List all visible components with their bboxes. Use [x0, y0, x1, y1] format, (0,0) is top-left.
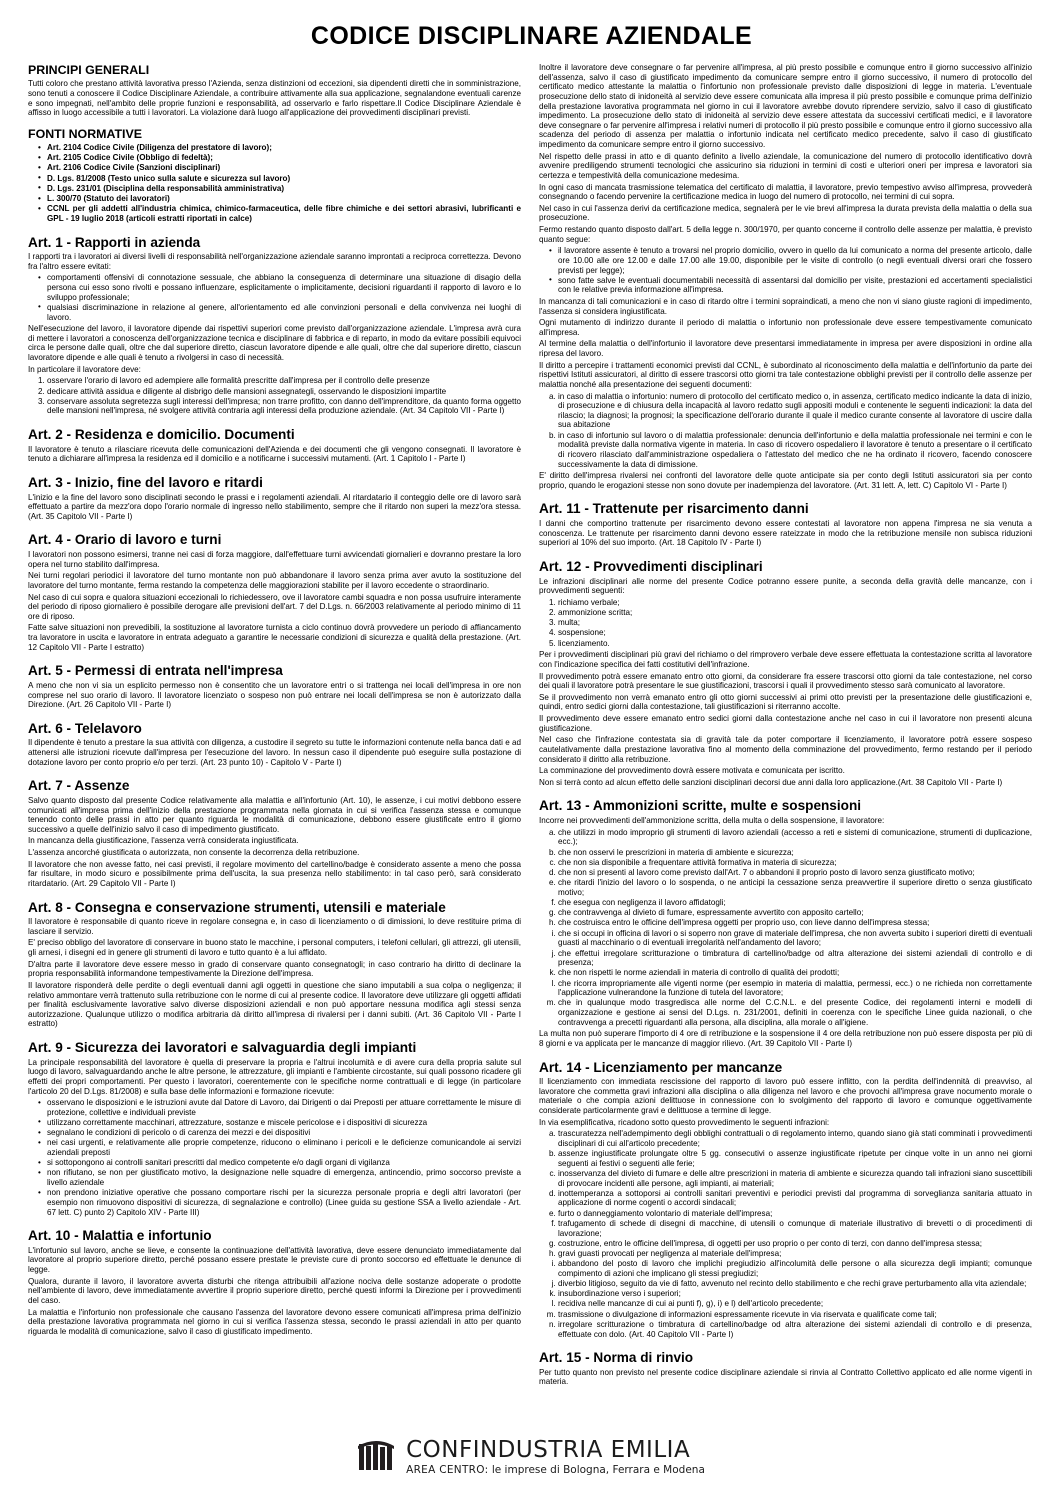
page-title: CODICE DISCIPLINARE AZIENDALE	[310, 22, 753, 50]
list-item: a. in caso di malattia o infortunio: numero di protocollo del certificato medico o, in assenza, certificato medico indicante la data di inizio, di prosecuzione e di chiusura della incapacità al lavoro redatto sugli appositi moduli e contenente le seguenti indicazioni: la data del rilascio; la diagnosi; la prognosi; la specificazione dell'orario durante il quale il medico curante consente al lavoratore di uscire dalla sua abitazione	[558, 392, 1032, 431]
article-10-paragraph-2: Qualora, durante il lavoro, il lavoratore avverta disturbi che ritenga attribuibili all'azione nociva delle sostanze adoperate o prodotte nell'ambiente di lavoro, deve immediatamente avvertire il proprio superiore diretto, perché questi informi la Direzione per i provvedimenti del caso.	[28, 1276, 521, 1305]
malattia-continued-paragraph-1: Inoltre il lavoratore deve consegnare o far pervenire all'impresa, al più presto possibile e comunque entro il giorno successivo all'inizio dell'assenza, salvo il caso di giustificato impedimento da comunicare sempre entro il giorno successivo, il numero di protocollo del certificato medico attestante la malattia o l'infortunio non professionale previsto dalle disposizioni di legge in materia. L'eventuale prosecuzione dello stato di inidoneità al servizio deve essere comunicata alla impresa il più presto possibile e comunque prima dell'inizio della prestazione lavorativa programmata nel giorno in cui il lavoratore avrebbe dovuto riprendere servizio, salvo il caso di giustificato impedimento. La prosecuzione dello stato di inidoneità al servizio deve essere attestata da successivi certificati medici, e il lavoratore deve consegnare o far pervenire all'impresa i relativi numeri di protocollo il più presto possibile e comunque entro il giorno successivo alla scadenza del periodo di assenza per malattia o infortunio indicata nel certificato medico precedente, salvo il caso di giustificato impedimento da comunicare sempre entro il giorno successivo.	[539, 63, 1032, 149]
article-13-paragraph-2: La multa non può superare l'importo di 4 ore di retribuzione e la sospensione il 4 ore della retribuzione non può essere disposta per più di 8 giorni e va applicata per le mancanze di maggior rilievo. (Art. 39 Capitolo VII - Parte I)	[539, 1029, 1032, 1048]
article-15-text: Per tutto quanto non previsto nel presente codice disciplinare aziendale si rinvia al Contratto Collettivo applicato ed alle norme vigenti in materia.	[539, 1367, 1032, 1387]
list-item: e. furto o danneggiamento volontario di materiale dell'impresa;	[558, 1209, 1032, 1219]
article-11-title: Art. 11 - Trattenute per risarcimento danni	[539, 501, 809, 517]
list-item: h. gravi guasti provocati per negligenza al materiale dell'impresa;	[558, 1249, 1032, 1259]
article-2-title: Art. 2 - Residenza e domicilio. Documenti	[28, 427, 295, 442]
article-12-sanctions-list	[539, 598, 1032, 649]
confindustria-area-label: AREA CENTRO:	[406, 1463, 489, 1476]
list-item: c. che non sia disponibile a frequentare attività formativa in materia di sicurezza;	[558, 858, 1032, 868]
article-3-text: L'inizio e la fine del lavoro sono disciplinati secondo le prassi e i regolamenti aziendali. Al ritardatario il conteggio delle ore di lavoro sarà effettuato a partire da mezz'ora dopo l'orario normale di ingresso nello stabilimento, sempre che il ritardo non superi la mezz'ora stessa. (Art. 35 Capitolo VII - Parte I)	[28, 492, 521, 521]
list-item: j. diverbio litigioso, seguito da vie di fatto, avvenuto nel recinto dello stabilimento e che rechi grave perturbamento alla vita aziendale;	[558, 1279, 1032, 1289]
section-fonti-normative-title: FONTI NORMATIVE	[28, 126, 143, 141]
list-item: j. che effettui irregolare scritturazione o timbratura di cartellino/badge od altra alterazione dei sistemi aziendali di controllo e di presenza;	[558, 949, 1032, 968]
article-7-paragraph-3: L'assenza ancorché giustificata o autorizzata, non consente la decorrenza della retribuzione.	[28, 848, 360, 857]
article-14-paragraph-2: In via esemplificativa, ricadono sotto questo provvedimento le seguenti infrazioni:	[539, 1117, 830, 1127]
article-8-title: Art. 8 - Consegna e conservazione strumenti, utensili e materiale	[28, 899, 446, 915]
article-15-title: Art. 15 - Norma di rinvio	[539, 1350, 694, 1366]
article-9-title: Art. 9 - Sicurezza dei lavoratori e salvaguardia degli impianti	[28, 1040, 417, 1055]
list-item: n. irregolare scritturazione o timbratura di cartellino/badge od altra alterazione dei sistemi aziendali di controllo e di presenza, effettuate con dolo. (Art. 40 Capitolo VII - Parte I)	[558, 1320, 1032, 1339]
article-1-paragraph-2: Nell'esecuzione del lavoro, il lavoratore dipende dai rispettivi superiori come previsto dall'organizzazione aziendale. L'impresa avrà cura di mettere i lavoratori a conoscenza dell'organizzazione tecnica e disciplinare di fabbrica e di reparto, in modo da evitare possibili equivoci circa le persone dalle quali, oltre che dal superiore diretto, ciascun lavoratore dipende e alle quali, oltre che dal superiore diretto, ciascun lavoratore dipende e alle quali è tenuto a rivolgersi in caso di necessità.	[28, 324, 521, 363]
list-item: d. inottemperanza a sottoporsi ai controlli sanitari preventivi e periodici previsti dal programma di sorveglianza sanitaria attuato in applicazione di norme cogenti o accordi sindacali;	[558, 1189, 1032, 1208]
list-item: f. trafugamento di schede di disegni di macchine, di utensili o comunque di materiale illustrativo di brevetti o di procedimenti di lavorazione;	[558, 1219, 1032, 1238]
list-item: a. trascuratezza nell'adempimento degli obblighi contrattuali o di regolamento interno, quando siano già stati comminati i provvedimenti disciplinari di cui all'articolo precedente;	[558, 1129, 1032, 1148]
article-7-paragraph-4: Il lavoratore che non avesse fatto, nei casi previsti, il regolare movimento del cartellino/badge è considerato assente a meno che possa far risultare, in modo sicuro e possibilmente prima dell'uscita, la sua presenza nello stabilimento: in tal caso però, sarà considerato ritardatario. (Art. 29 Capitolo VII - Parte I)	[28, 859, 521, 888]
malattia-continued-paragraph-5: Fermo restando quanto disposto dall'art. 5 della legge n. 300/1970, per quanto concerne il controllo delle assenze per malattia, è previsto quanto segue:	[539, 225, 1032, 244]
footer	[0, 1436, 1063, 1476]
article-12-paragraph-7: La comminazione del provvedimento dovrà essere motivata e comunicata per iscritto.	[539, 766, 845, 776]
list-item: 3. conservare assoluta segretezza sugli interessi dell'impresa; non trarre profitto, con danno dell'imprenditore, da quanto forma oggetto delle mansioni nell'impresa, né svolgere attività contraria agli interessi della produzione aziendale. (Art. 34 Capitolo VII - Parte I)	[47, 397, 521, 416]
article-5-title: Art. 5 - Permessi di entrata nell'impresa	[28, 663, 283, 679]
list-item: 2. dedicare attività assidua e diligente al disbrigo delle mansioni assegnategli, osservando le disposizioni impartite	[47, 387, 521, 397]
list-item: • segnalano le condizioni di pericolo o di carenza dei mezzi e dei dispositivi	[38, 1128, 521, 1138]
article-4-title: Art. 4 - Orario di lavoro e turni	[28, 532, 222, 548]
list-item: • non prendono iniziative operative che possano comportare rischi per la sicurezza personale propria e degli altri lavoratori (per esempio non rimuovono dispositivi di sicurezza, di segnalazione e controllo) (Linee guida su gestione SSA a livello aziendale - Art. 67 lett. C) punto 2) Capitolo XIV - Parte III)	[38, 1188, 521, 1217]
right-column	[539, 63, 1032, 1389]
confindustria-logo-text	[406, 1436, 705, 1476]
malattia-continued-paragraph-10: E' diritto dell'impresa rivalersi nei confronti del lavoratore delle quote anticipate sia per conto degli Istituti assicuratori sia per conto proprio, quando le erogazioni stesse non sono dovute per inadempienza del lavoratore. (Art. 31 lett. A, lett. C) Capitolo VI - Parte I)	[539, 471, 1032, 490]
article-12-paragraph-6: Nel caso che l'infrazione contestata sia di gravità tale da poter comportare il licenziamento, il lavoratore potrà essere sospeso cautelativamente dalla prestazione lavorativa fino al momento della comminazione del provvedimento, fermo restando per il periodo considerato il diritto alla retribuzione.	[539, 735, 1032, 764]
malattia-continued-paragraph-9: Il diritto a percepire i trattamenti economici previsti dal CCNL, è subordinato al riconoscimento della malattia e dell'infortunio da parte dei rispettivi Istituti assicuratori, al diritto di essere trascorsi otto giorni tra tale contestazione obblighi previsti per il controllo delle assenze per malattia nonché alla presentazione dei seguenti documenti:	[539, 360, 1032, 389]
list-item: • L. 300/70 (Statuto dei lavoratori)	[38, 194, 521, 204]
article-9-intro: La principale responsabilità del lavoratore è quella di preservare la propria e l'altrui incolumità e di avere cura della propria salute sul luogo di lavoro, salvaguardando anche le altre persone, le attrezzature, gli impianti e l'ambiente circostante, sui quali possono ricadere gli effetti dei propri comportamenti. Per questo i lavoratori, coerentemente con le specifiche norme contrattuali e di legge (in particolare l'articolo 20 del D.Lgs. 81/2008) e sulla base delle informazioni e formazione ricevute:	[28, 1057, 521, 1096]
list-item: e. che ritardi l'inizio del lavoro o lo sospenda, o ne anticipi la cessazione senza preavvertire il superiore diretto o senza giustificato motivo;	[558, 878, 1032, 897]
article-1-numbered-list	[28, 376, 521, 416]
list-item: • CCNL per gli addetti all'industria chimica, chimico-farmaceutica, delle fibre chimiche e dei settori abrasivi, lubrificanti e GPL - 19 luglio 2018 (articoli estratti riportati in calce)	[38, 204, 521, 223]
confindustria-mark-icon	[358, 1440, 398, 1474]
article-14-paragraph-1: Il licenziamento con immediata rescissione del rapporto di lavoro può essere inflitto, con la perdita dell'indennità di preavviso, al lavoratore che commetta gravi infrazioni alla disciplina o alla diligenza nel lavoro e che provochi all'impresa grave nocumento morale o materiale o che compia azioni delittuose in connessione con lo svolgimento del rapporto di lavoro e comunque oggettivamente considerate particolarmente gravi e delittuose a termine di legge.	[539, 1077, 1032, 1116]
malattia-continued-paragraph-8: Al termine della malattia o dell'infortunio il lavoratore deve presentarsi immediatamente in impresa per avere disposizioni in ordine alla ripresa del lavoro.	[539, 339, 1032, 359]
list-item: i. abbandono del posto di lavoro che implichi pregiudizio all'incolumità delle persone o alla sicurezza degli impianti; comunque compimento di azioni che implicano gli stessi pregiudizi;	[558, 1259, 1032, 1278]
list-item: • D. Lgs. 231/01 (Disciplina della responsabilità amministrativa)	[38, 184, 521, 194]
list-item: • D. Lgs. 81/2008 (Testo unico sulla salute e sicurezza sul lavoro)	[38, 174, 521, 184]
article-3-title: Art. 3 - Inizio, fine del lavoro e ritardi	[28, 474, 263, 490]
article-1-bullets	[28, 273, 521, 322]
list-item: • utilizzano correttamente macchinari, attrezzature, sostanze e miscele pericolose e i dispositivi di sicurezza	[38, 1118, 521, 1128]
article-8-paragraph-4: Il lavoratore risponderà delle perdite o degli eventuali danni agli oggetti in questione che siano imputabili a sua colpa o negligenza; il relativo ammontare verrà trattenuto sulla retribuzione con le norme di cui al presente codice. Il lavoratore deve utilizzare gli oggetti affidati per finalità esclusivamente lavorative salvo diverse disposizioni aziendali e non può apportare nessuna modifica agli stessi senza autorizzazione. Qualunque utilizzo o modifica arbitraria dà diritto all'impresa di rivalersi per i danni subiti. (Art. 36 Capitolo VII - Parte I estratto)	[28, 980, 521, 1029]
list-item: g. costruzione, entro le officine dell'impresa, di oggetti per uso proprio o per conto di terzi, con danno dell'impresa stessa;	[558, 1239, 1032, 1249]
list-item: l. recidiva nelle mancanze di cui ai punti f), g), i) e l) dell'articolo precedente;	[558, 1299, 1032, 1309]
list-item: • il lavoratore assente è tenuto a trovarsi nel proprio domicilio, ovvero in quello da lui comunicato a norma del presente articolo, dalle ore 10.00 alle ore 12.00 e dalle 17.00 alle 19.00, disponibile per le visite di controllo (o negli eventuali diversi orari che fossero previsti per legge);	[549, 246, 1032, 275]
list-item: b. in caso di infortunio sul lavoro o di malattia professionale: denuncia dell'infortunio e della malattia professionale nei termini e con le modalità previste dalla normativa vigente in materia. In caso di ricovero ospedaliero il lavoratore è tenuto a presentare o il certificato di ricovero rilasciato dall'amministrazione ospedaliera o l'attestato del medico che ne ha ordinato il ricovero, facendo conoscere successivamente la data di dimissione.	[558, 431, 1032, 470]
article-2-text: Il lavoratore è tenuto a rilasciare ricevuta delle comunicazioni dell'Azienda e dei documenti che gli vengono consegnati. Il lavoratore è tenuto a dichiarare all'impresa la residenza ed il domicilio e a notificarne i successivi mutamenti. (Art. 1 Capitolo I - Parte I)	[28, 444, 521, 464]
article-12-paragraph-4: Se il provvedimento non verrà emanato entro gli otto giorni successivi ai primi otto previsti per la presentazione delle giustificazioni e, quindi, entro sedici giorni dalla contestazione, tali giustificazioni si riterranno accolte.	[539, 692, 1032, 712]
list-item: m. trasmissione o divulgazione di informazioni espressamente ricevute in via riservata e qualificate come tali;	[558, 1310, 1032, 1320]
article-13-intro: Incorre nei provvedimenti dell'ammonizione scritta, della multa o della sospensione, il lavoratore:	[539, 816, 885, 826]
list-item: m. che in qualunque modo trasgredisca alle norme del C.C.N.L. e del presente Codice, dei regolamenti interni e modelli di organizzazione e gestione ai sensi del D.Lgs. n. 231/2001, definiti in coerenza con le specifiche Linee guida nazionali, o che contravvenga a precetti riguardanti alla persona, alla disciplina, alla morale o all'igiene.	[558, 998, 1032, 1027]
article-14-infractions-list	[539, 1129, 1032, 1339]
confindustria-name: CONFINDUSTRIA EMILIA	[406, 1436, 691, 1463]
list-item: 2. ammonizione scritta;	[558, 608, 1032, 618]
malattia-continued-paragraph-2: Nel rispetto delle prassi in atto e di quanto definito a livello aziendale, la comunicazione del numero di protocollo identificativo dovrà avvenire prediligendo strumenti tecnologici che assicurino sia riduzioni in termini di costi e ulteriori oneri per impresa e lavoratori sia certezza e tempestività della comunicazione medesima.	[539, 151, 1032, 180]
list-item: d. che non si presenti al lavoro come previsto dall'Art. 7 o abbandoni il proprio posto di lavoro senza giustificato motivo;	[558, 868, 1032, 878]
article-10-title: Art. 10 - Malattia e infortunio	[28, 1228, 212, 1244]
malattia-continued-paragraph-3: In ogni caso di mancata trasmissione telematica del certificato di malattia, il lavoratore, previo tempestivo avviso all'impresa, provvederà consegnando o facendo pervenire la certificazione medica in luogo del numero di protocollo, nei termini di cui sopra.	[539, 182, 1032, 202]
list-item: • Art. 2106 Codice Civile (Sanzioni disciplinari)	[38, 163, 521, 173]
list-item: • comportamenti offensivi di connotazione sessuale, che abbiano la conseguenza di determinare una situazione di disagio della persona cui esso sono rivolti e possano influenzare, esplicitamente o implicitamente, decisioni riguardanti il rapporto di lavoro e lo sviluppo professionale;	[38, 273, 521, 302]
list-item: 1. osservare l'orario di lavoro ed adempiere alle formalità prescritte dall'impresa per il controllo delle presenze	[47, 376, 521, 386]
article-6-title: Art. 6 - Telelavoro	[28, 720, 142, 736]
list-item: b. che non osservi le prescrizioni in materia di ambiente e sicurezza;	[558, 848, 1032, 858]
article-13-title: Art. 13 - Ammonizioni scritte, multe e sospensioni	[539, 798, 862, 814]
list-item: 5. licenziamento.	[558, 639, 1032, 649]
article-12-paragraph-5: Il provvedimento deve essere emanato entro sedici giorni dalla contestazione anche nel caso in cui il lavoratore non presenti alcuna giustificazione.	[539, 714, 1032, 733]
list-item: a. che utilizzi in modo improprio gli strumenti di lavoro aziendali (accesso a reti e sistemi di comunicazione, strumenti di duplicazione, ecc.);	[558, 828, 1032, 847]
list-item: • non rifiutano, se non per giustificato motivo, la designazione nelle squadre di emergenza, antincendio, primo soccorso previste a livello aziendale	[38, 1168, 521, 1187]
article-9-bullets	[28, 1098, 521, 1217]
article-4-paragraph-2: Nei turni regolari periodici il lavoratore del turno montante non può abbandonare il lavoro senza prima aver avuto la sostituzione del lavoratore del turno montante, ferma restando la competenza delle maggiorazioni stabilite per il lavoro eccedente o straordinario.	[28, 571, 521, 590]
list-item: i. che si occupi in officina di lavori o si soperro non grave di materiale dell'impresa, che non avverta subito i superiori diretti di eventuali guasti al macchinario o di eventuali irregolarità nell'andamento del lavoro;	[558, 929, 1032, 948]
article-1-intro: I rapporti tra i lavoratori ai diversi livelli di responsabilità nell'organizzazione aziendale saranno improntati a reciproca correttezza. Devono fra l'altro essere evitati:	[28, 252, 521, 271]
two-column-layout	[28, 63, 1035, 1389]
article-12-title: Art. 12 - Provvedimenti disciplinari	[539, 558, 763, 574]
list-item: h. che costruisca entro le officine dell'impresa oggetti per proprio uso, con lieve danno dell'impresa stessa;	[558, 918, 1032, 928]
list-item: l. che ricorra impropriamente alle vigenti norme (per esempio in materia di malattia, permessi, ecc.) o ne richieda non correttamente l'applicazione vulnerandone la funzione di tutela del lavoratore;	[558, 979, 1032, 998]
article-4-paragraph-4: Fatte salve situazioni non prevedibili, la sostituzione al lavoratore turnista a ciclo continuo dovrà provvedere un periodo di affiancamento tra lavoratore in uscita e lavoratore in entrata adeguato a garantire le necessarie condizioni di sicurezza e qualità della prestazione. (Art. 12 Capitolo VII - Parte I estratto)	[28, 623, 521, 652]
article-12-paragraph-8: Non si terrà conto ad alcun effetto delle sanzioni disciplinari decorsi due anni dalla loro applicazione.(Art. 38 Capitolo VII - Parte I)	[539, 777, 1003, 787]
article-14-title: Art. 14 - Licenziamento per mancanze	[539, 1059, 783, 1075]
article-8-paragraph-2: E' preciso obbligo del lavoratore di conservare in buono stato le macchine, i personal computers, i telefoni cellulari, gli attrezzi, gli utensili, gli arnesi, i disegni ed in genere gli strumenti di lavoro e tutto quanto è a lui affidato.	[28, 938, 521, 957]
list-item: • si sottopongono ai controlli sanitari prescritti dal medico competente e/o dagli organi di vigilanza	[38, 1158, 521, 1168]
list-item: k. insubordinazione verso i superiori;	[558, 1289, 1032, 1299]
section-principi-generali-title: PRINCIPI GENERALI	[28, 63, 150, 77]
article-8-paragraph-1: Il lavoratore è responsabile di quanto riceve in regolare consegna e, in caso di licenziamento o di dimissioni, lo deve restituire prima di lasciare il servizio.	[28, 917, 521, 936]
list-item: f. che esegua con negligenza il lavoro affidatogli;	[558, 898, 1032, 908]
confindustria-area-detail: le imprese di Bologna, Ferrara e Modena	[491, 1463, 705, 1476]
confindustria-logo	[358, 1436, 705, 1476]
malattia-continued-paragraph-4: Nel caso in cui l'assenza derivi da certificazione medica, segnalerà per le vie brevi all'impresa la durata prevista della malattia o della sua prosecuzione.	[539, 203, 1032, 223]
left-column	[28, 63, 521, 1338]
list-item: c. inosservanza del divieto di fumare e delle altre prescrizioni in materia di ambiente e sicurezza quando tali infrazioni siano suscettibili di provocare incidenti alle persone, agli impianti, ai materiali;	[558, 1169, 1032, 1188]
article-1-paragraph-3: In particolare il lavoratore deve:	[28, 364, 141, 374]
article-6-text: Il dipendente è tenuto a prestare la sua attività con diligenza, a custodire il segreto su tutte le informazioni contenute nella banca dati e ad attenersi alle istruzioni ricevute dall'impresa per l'esecuzione del lavoro. In nessun caso il dipendente può eseguire sulla postazione di dotazione lavoro per conto proprio e/o per terzi. (Art. 23 punto 10) - Capitolo V - Parte I)	[28, 738, 521, 767]
article-7-title: Art. 7 - Assenze	[28, 778, 130, 794]
list-item: 1. richiamo verbale;	[558, 598, 1032, 608]
list-item: 3. multa;	[558, 618, 1032, 628]
article-8-paragraph-3: D'altra parte il lavoratore deve essere messo in grado di conservare quanto consegnatogli; in caso contrario ha diritto di declinare la propria responsabilità informandone tempestivamente la Direzione dell'impresa.	[28, 959, 521, 979]
confindustria-tagline	[406, 1465, 705, 1476]
article-10-paragraph-1: L'infortunio sul lavoro, anche se lieve, e consente la continuazione dell'attività lavorativa, deve essere denunciato immediatamente dal lavoratore al proprio superiore diretto, perché possano essere prestate le previste cure di pronto soccorso ed effettuate le denunce di legge.	[28, 1245, 521, 1275]
list-item: g. che contravvenga al divieto di fumare, espressamente avvertito con apposito cartello;	[558, 908, 1032, 918]
list-item: 4. sospensione;	[558, 628, 1032, 638]
malattia-continued-paragraph-6: In mancanza di tali comunicazioni e in caso di ritardo oltre i termini sopraindicati, a meno che non vi siano giuste ragioni di impedimento, l'assenza si considera ingiustificata.	[539, 296, 1032, 316]
article-12-intro: Le infrazioni disciplinari alle norme del presente Codice potranno essere punite, a seconda della gravità delle mancanze, con i provvedimenti seguenti:	[539, 576, 1032, 596]
article-5-text: A meno che non vi sia un esplicito permesso non è consentito che un lavoratore entri o si trattenga nei locali dell'impresa in ore non comprese nel suo orario di lavoro. Il lavoratore licenziato o sospeso non può entrare nei locali dell'impresa se non è autorizzato dalla Direzione. (Art. 26 Capitolo VII - Parte I)	[28, 680, 521, 710]
list-item: • qualsiasi discriminazione in relazione al genere, all'orientamento ed alle convinzioni personali e della convivenza nei luoghi di lavoro.	[38, 303, 521, 322]
article-12-paragraph-2: Per i provvedimenti disciplinari più gravi del richiamo o del rimprovero verbale deve essere effettuata la contestazione scritta al lavoratore con l'indicazione specifica dei fatti costitutivi dell'infrazione.	[539, 650, 1032, 669]
article-12-paragraph-3: Il provvedimento potrà essere emanato entro otto giorni, da considerare fra essere trascorsi otto giorni da tale contestazione, nel corso dei quali il lavoratore potrà presentare le sue giustificazioni, trascorsi i quali il provvedimento stesso sarà comunicato al lavoratore.	[539, 671, 1032, 691]
list-item: • sono fatte salve le eventuali documentabili necessità di assentarsi dal domicilio per visite, prestazioni ed accertamenti specialistici con le relative previa informazione all'impresa.	[549, 276, 1032, 295]
list-item: b. assenze ingiustificate prolungate oltre 5 gg. consecutivi o assenze ingiustificate ripetute per cinque volte in un anno nei giorni seguenti ai festivi o seguenti alle ferie;	[558, 1149, 1032, 1168]
malattia-continued-paragraph-7: Ogni mutamento di indirizzo durante il periodo di malattia o infortunio non professionale deve essere tempestivamente comunicato all'impresa.	[539, 318, 1032, 337]
article-1-title: Art. 1 - Rapporti in azienda	[28, 234, 201, 250]
fonti-normative-list	[28, 143, 521, 224]
article-7-paragraph-1: Salvo quanto disposto dal presente Codice relativamente alla malattia e all'infortunio (Art. 10), le assenze, i cui motivi debbono essere comunicati all'impresa prima dell'inizio della prestazione programmata nella giornata in cui si verifica l'assenza stessa e comunque tenendo conto delle prassi in atto per quanto riguarda le modalità di comunicazione, debbono essere giustificate entro il giorno successivo a quelle dell'inizio salvo il caso di impedimento giustificato.	[28, 795, 521, 834]
article-13-infractions-list	[539, 828, 1032, 1028]
controllo-assenze-bullets	[539, 246, 1032, 295]
article-4-paragraph-1: I lavoratori non possono esimersi, tranne nei casi di forza maggiore, dall'effettuare turni avvicendati giornalieri e dovranno prestare la loro opera nel turno stabilito dall'impresa.	[28, 550, 521, 569]
list-item: • nei casi urgenti, e relativamente alle proprie competenze, riducono o eliminano i pericoli e le deficienze comunicandole ai servizi aziendali preposti	[38, 1138, 521, 1157]
article-7-paragraph-2: In mancanza della giustificazione, l'assenza verrà considerata ingiustificata.	[28, 836, 299, 846]
article-4-paragraph-3: Nel caso di cui sopra e qualora situazioni eccezionali lo richiedessero, ove il lavoratore cambi squadra e non possa usufruire interamente del periodo di riposo giornaliero è possibile derogare alle previsioni dell'art. 7 del D.Lgs. n. 66/2003 relativamente al periodo minimo di 11 ore di riposo.	[28, 592, 521, 621]
list-item: • Art. 2105 Codice Civile (Obbligo di fedeltà);	[38, 153, 521, 163]
list-item: • osservano le disposizioni e le istruzioni avute dal Datore di Lavoro, dai Dirigenti o dai Preposti per attuare correttamente le misure di protezione, collettive e individuali previste	[38, 1098, 521, 1117]
list-item: • Art. 2104 Codice Civile (Diligenza del prestatore di lavoro);	[38, 143, 521, 153]
article-10-paragraph-3: La malattia e l'infortunio non professionale che causano l'assenza del lavoratore devono essere comunicati all'impresa prima dell'inizio della prestazione lavorativa programmata nel giorno in cui si verifica l'assenza stessa, secondo le prassi aziendali in atto per quanto riguarda le modalità di comunicazione, salvo il caso di giustificato impedimento.	[28, 1307, 521, 1336]
list-item: k. che non rispetti le norme aziendali in materia di controllo di qualità dei prodotti;	[558, 968, 1032, 978]
article-11-text: I danni che comportino trattenute per risarcimento devono essere contestati al lavoratore non appena l'impresa ne sia venuta a conoscenza. Le trattenute per risarcimento danni devono essere rateizzate in modo che la retribuzione mensile non subisca riduzioni superiori al 10% del suo importo. (Art. 18 Capitolo IV - Parte I)	[539, 519, 1032, 548]
documenti-list	[539, 392, 1032, 470]
principi-generali-text: Tutti coloro che prestano attività lavorativa presso l'Azienda, senza distinzioni od eccezioni, sia dipendenti diretti che in somministrazione, sono tenuti a conoscere il Codice Disciplinare Aziendale, a contribuire attivamente alla sua applicazione, segnalandone eventuali carenze e sono impegnati, nell'ambito delle proprie funzioni e responsabilità, ad osservarlo e farlo rispettare.Il Codice Disciplinare Aziendale è affisso in luogo accessibile a tutti i lavoratori. La violazione darà luogo all'applicazione dei provvedimenti disciplinari previsti.	[28, 79, 521, 118]
